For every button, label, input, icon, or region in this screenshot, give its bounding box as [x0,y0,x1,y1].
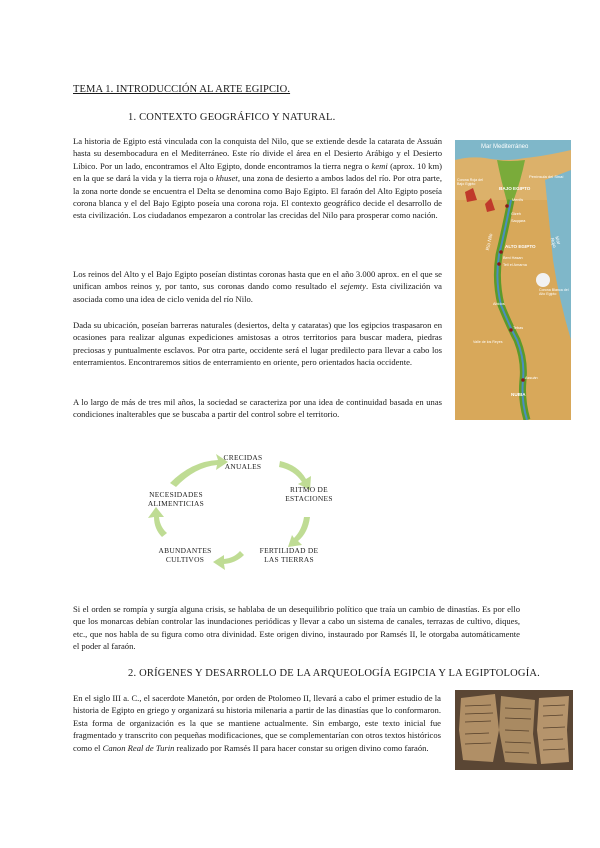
map-place-amarna: Tell el Amarna [503,263,527,267]
map-low-egypt-label: BAJO EGIPTO [499,186,531,191]
map-nubia-label: NUBIA [511,392,526,397]
paragraph-order: Si el orden se rompía y surgía alguna crisis, se hablaba de un desequilibrio político que traía un cambio de dinastías. Es por ello que los monarcas debían controlar las inundaciones periódicas y llevar a cabo un sistema de canales, terrazas de cultivo, diques, etc., que nos habla de su figura como otra divinidad. Este origen divino, instaurado por Ramsés II, le otorgaba automáticamente el poder al faraón. [73,604,520,652]
papyrus-image [455,690,573,770]
cycle-label-cultivos: ABUNDANTES CULTIVOS [158,546,212,564]
map-place-saqqara: Saqqara [511,219,526,223]
map-place-gizeh: Gizeh [511,212,521,216]
map-up-egypt-label: ALTO EGIPTO [505,244,536,249]
cycle-label-fertilidad: FERTILIDAD DE LAS TIERRAS [259,546,319,564]
map-valley-kings-label: Valle de los Reyes [473,340,503,344]
map-place-beni-hasan: Beni Hasan [503,256,523,260]
map-sinai-label: Península del Sinaí [529,174,564,179]
paragraph-kingdoms: Los reinos del Alto y el Bajo Egipto poseían distintas coronas hasta que en el año 3.000 aprox. en el que se unifican ambos reinos y, por tanto, sus coronas dando como resultado el sejemty. Esta civilización va asociada como una idea de ciclo venida del río Nilo. [73,269,442,304]
map-red-crown-label: Corona Roja del Bajo Egipto [457,178,483,187]
map-sea-label: Mar Mediterráneo [481,144,529,150]
map-place-menfis: Menfis [512,198,524,202]
cycle-arrow-5 [148,507,167,537]
cycle-label-crecidas: CRECIDAS ANUALES [223,453,263,471]
paragraph-nile: La historia de Egipto está vinculada con la conquista del Nilo, que se extiende desde la catarata de Assuán hasta su desembocadura en el Mediterráneo. Este río divide el área en el Desierto Arábigo y el Desierto Líbico. Por un lado, encontramos el Alto Egipto, donde encontramos la tierra negra o kemi (aprox. 10 km) en la que se dará la vida y la tierra roja o khuset, una zona de desierto a ambos lados del río. Por otra parte, la zona norte donde se encuentra el Delta se denomina como Bajo Egipto. El faraón del Alto Egipto poseía corona blanca y el del Bajo Egipto poseía una corona roja. El contexto geográfico decide el desarrollo de esta civilización. Los ciudadanos empezaron a controlar las crecidas del Nilo para prosperar como nación. [73,136,442,221]
paragraph-maneton: En el siglo III a. C., el sacerdote Manetón, por orden de Ptolomeo II, llevará a cabo el primer estudio de la historia de Egipto en griego y organizará su historia milenaria a partir de las dinastías que lo conformaron. Esta forma de organización es la que se mantiene actualmente. Sin embargo, este texto inicial fue fragmentado y transcrito con pequeñas modificaciones, que se complementarían con otros textos históricos como el Canon Real de Turin realizado por Ramsés II para hacer constar su origen divino como faraón. [73,693,441,753]
document-title: TEMA 1. INTRODUCCIÓN AL ARTE EGIPCIO. [73,84,291,95]
paragraph-barriers: Dada su ubicación, poseían barreras naturales (desiertos, delta y cataratas) que los egipcios traspasaron en ocasiones para realizar algunas expediciones amistosas a otros territorios para buscar madera, piedras preciosas y puntualmente esclavos. Por otra parte, occidente será el lugar predilecto para llevar a cabo los enterramientos. Encontraremos sitios de enterramiento en oriente, pero orientados hacia occidente. [73,320,442,368]
cycle-label-estaciones: RITMO DE ESTACIONES [285,485,333,503]
egypt-map-image [455,140,571,420]
paragraph-continuity: A lo largo de más de tres mil años, la sociedad se caracteriza por una idea de continuidad basada en unas condiciones inalterables que se buscaba a partir del control sobre el territorio. [73,397,442,420]
map-place-abidos: Abidos [493,302,505,306]
map-nile-label: Río Nilo [486,233,495,252]
section-2-heading: 2. ORÍGENES Y DESARROLLO DE LA ARQUEOLOGÍA EGIPCIA Y LA EGIPTOLOGÍA. [128,668,541,679]
map-place-tebas: Tebas [513,326,524,330]
map-white-crown-label: Corona Blanca del Alto Egipto [539,288,569,297]
cycle-arrow-3 [288,517,310,547]
nile-cycle-diagram [140,445,340,575]
section-1-heading: 1. CONTEXTO GEOGRÁFICO Y NATURAL. [128,112,336,123]
map-red-sea-label: Mar Rojo [548,236,561,249]
map-place-assuan: Assuán [525,376,538,380]
cycle-label-necesidades: NECESIDADES ALIMENTICIAS [147,490,205,508]
